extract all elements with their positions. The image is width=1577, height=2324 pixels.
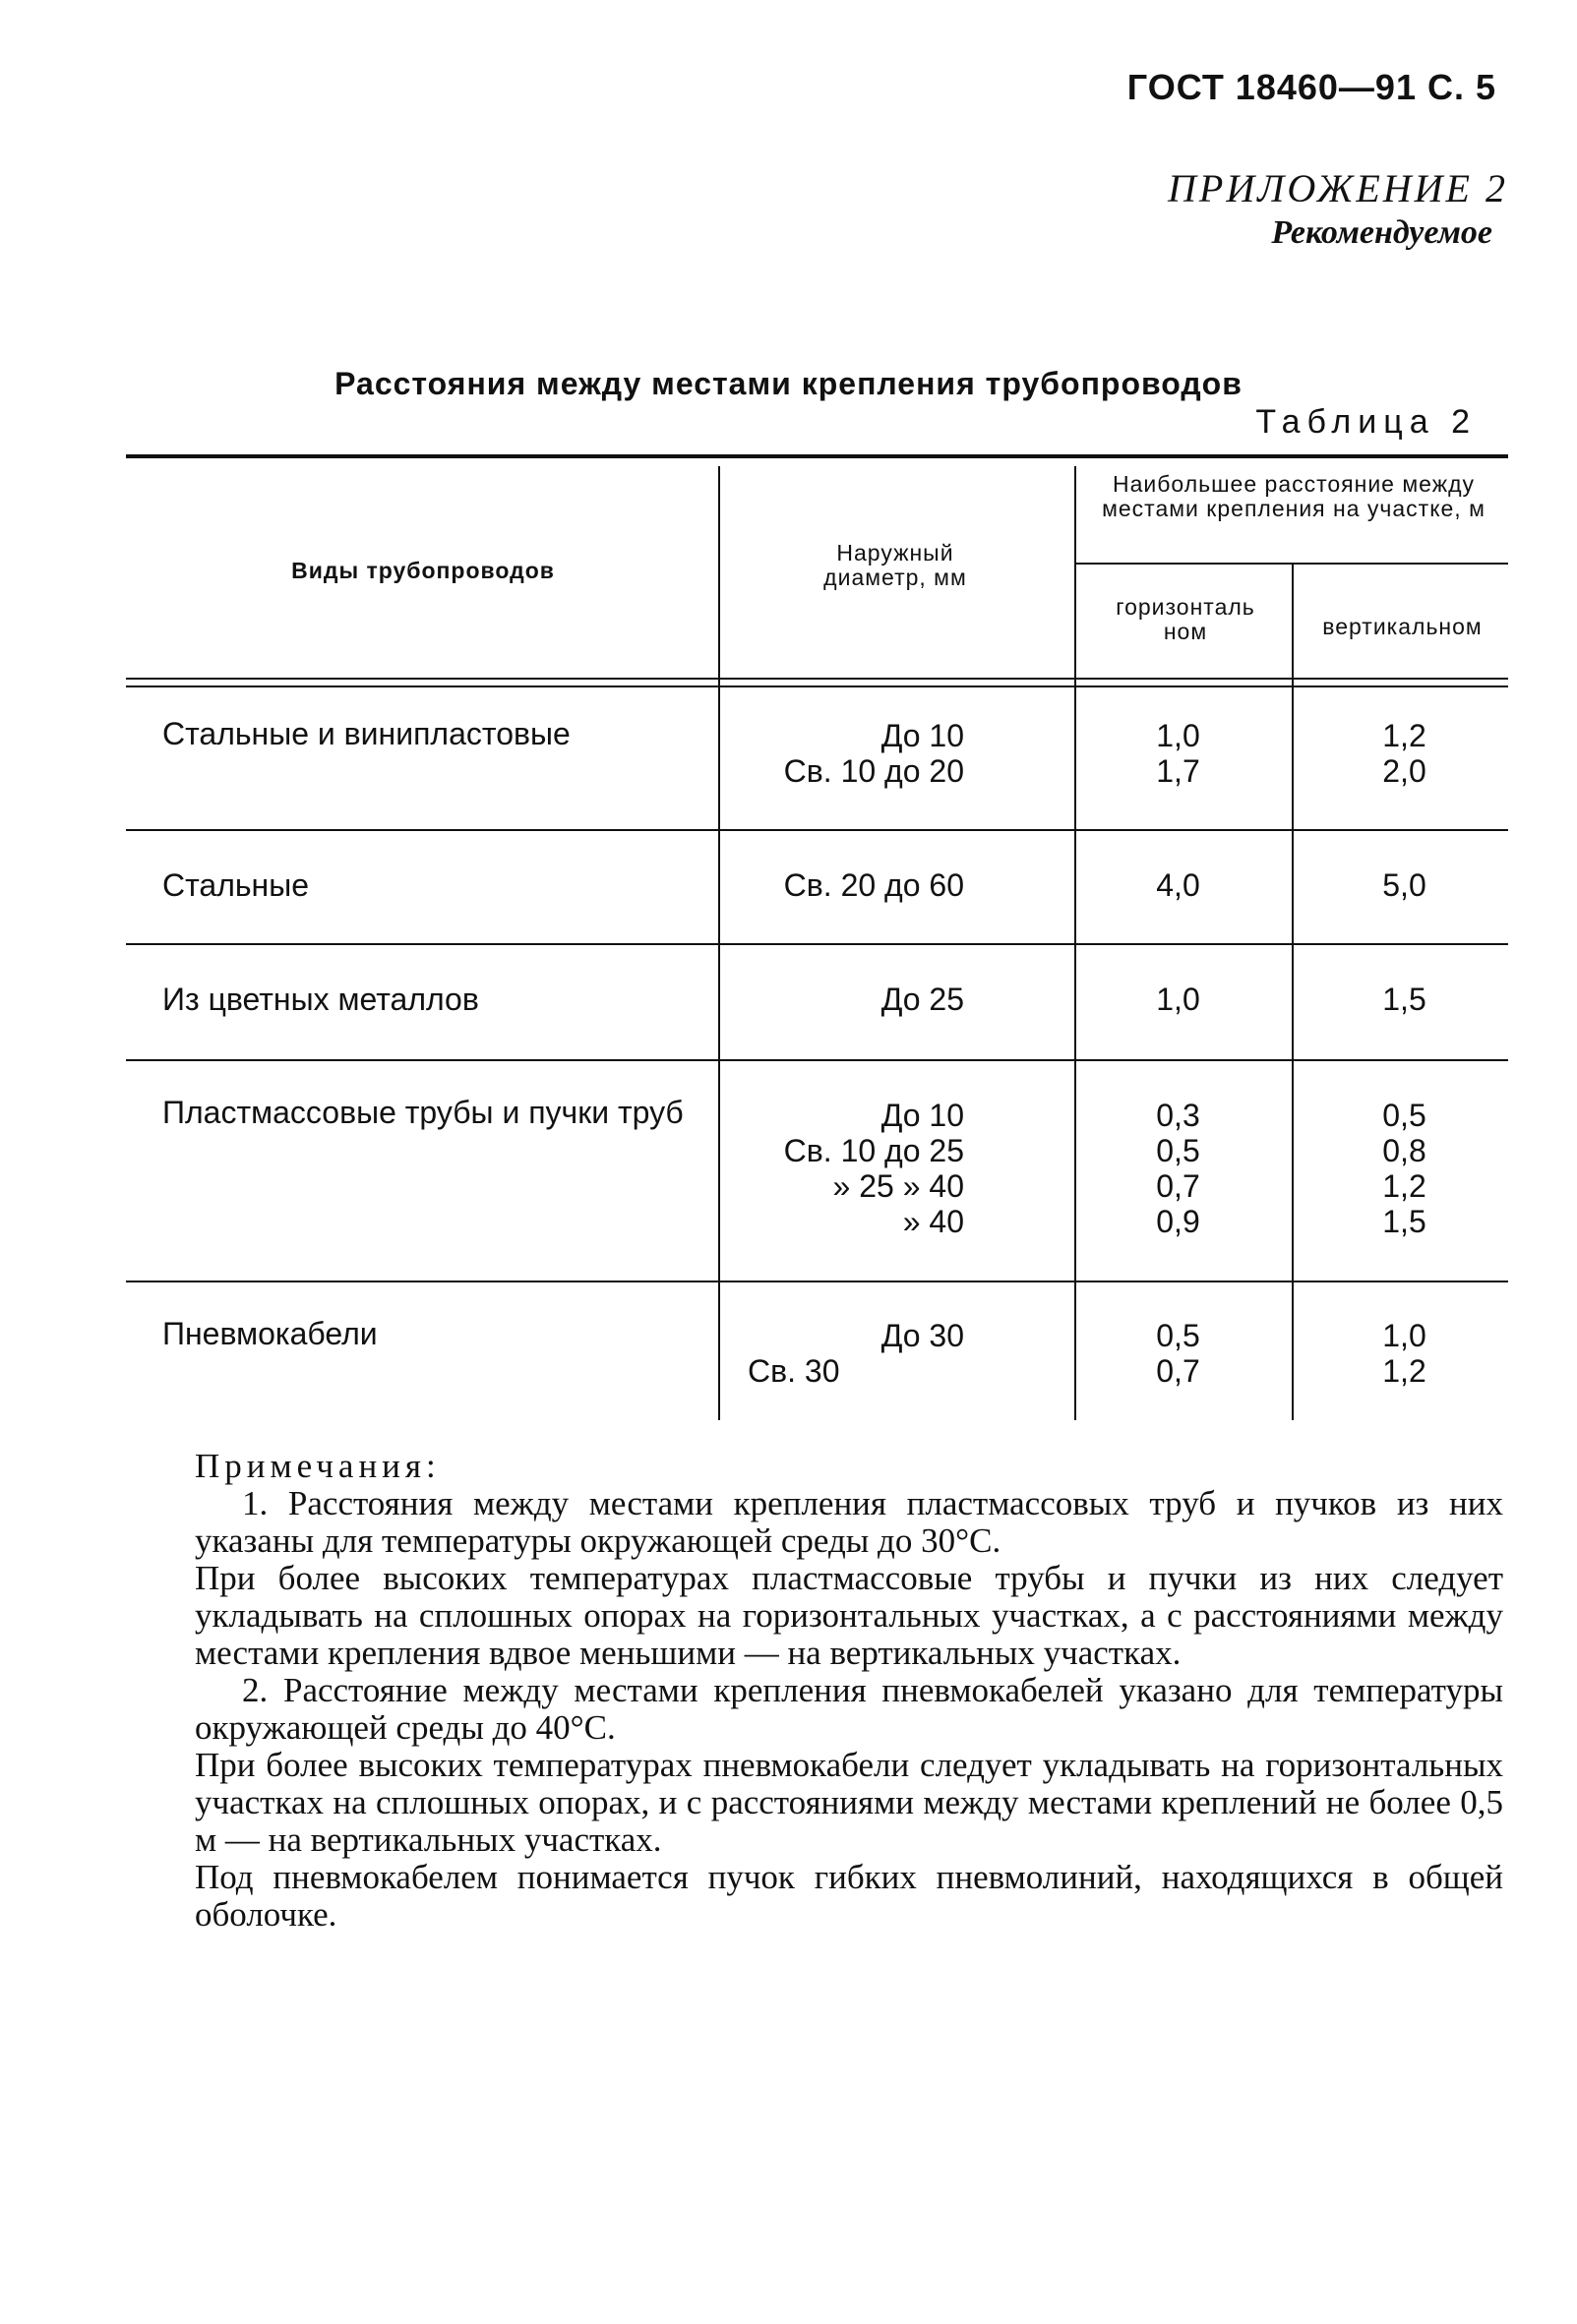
row-4-horizontal-2: 0,5 (1156, 1133, 1200, 1168)
row-3-horizontal (1092, 982, 1264, 1017)
row-2-diameter (728, 867, 964, 903)
row-4-diameter-4: » 40 (902, 1204, 964, 1239)
row-divider-1 (126, 829, 1508, 831)
row-4-vertical-2: 0,8 (1382, 1133, 1426, 1168)
row-2-horizontal-1: 4,0 (1156, 867, 1200, 903)
table-top-rule (126, 454, 1508, 458)
row-divider-3 (126, 1059, 1508, 1061)
note-1-continuation: При более высоких температурах пластмассовые трубы и пучки из них следует укладывать на сплошных опорах на горизонтальных участках, а с расстояниями между местами крепления вдвое меньшими — на вертикальных участках. (195, 1559, 1503, 1672)
row-5-diameter (728, 1318, 964, 1389)
row-1-vertical (1318, 718, 1490, 789)
row-1-horizontal (1092, 718, 1264, 789)
row-4-vertical-3: 1,2 (1382, 1168, 1426, 1204)
row-4-horizontal-1: 0,3 (1156, 1098, 1200, 1133)
row-1-horizontal-2: 1,7 (1156, 753, 1200, 789)
row-1-diameter (728, 718, 964, 789)
header-type: Виды трубопроводов (291, 558, 555, 583)
row-1-horizontal-1: 1,0 (1156, 718, 1200, 753)
row-4-horizontal-3: 0,7 (1156, 1168, 1200, 1204)
row-4-horizontal-4: 0,9 (1156, 1204, 1200, 1239)
table-number: Таблица 2 (1255, 403, 1477, 441)
header-bottom-rule-2 (126, 685, 1508, 687)
row-3-vertical (1318, 982, 1490, 1017)
row-4-diameter-3: » 25 » 40 (832, 1168, 964, 1204)
header-bottom-rule-1 (126, 678, 1508, 680)
row-1-diameter-1: До 10 (880, 718, 964, 753)
row-4-diameter (728, 1098, 964, 1239)
header-distance: Наибольшее расстояние между местами крепления на участке, м (1102, 471, 1486, 521)
appendix-status: Рекомендуемое (1271, 214, 1492, 251)
row-5-vertical (1318, 1318, 1490, 1389)
row-2-horizontal (1092, 867, 1264, 903)
row-4-diameter-1: До 10 (880, 1098, 964, 1133)
note-1: 1. Расстояния между местами крепления пластмассовых труб и пучков из них указаны для температуры окружающей среды до 30°С. (195, 1484, 1503, 1560)
row-5-vertical-1: 1,0 (1382, 1318, 1426, 1353)
row-3-horizontal-1: 1,0 (1156, 982, 1200, 1017)
row-2-diameter-1: Св. 20 до 60 (783, 867, 964, 903)
row-3-diameter-1: До 25 (880, 982, 964, 1017)
row-1-diameter-2: Св. 10 до 20 (783, 753, 964, 789)
note-2: 2. Расстояние между местами крепления пневмокабелей указано для температуры окружающей среды до 40°С. (195, 1671, 1503, 1747)
note-2-continuation: При более высоких температурах пневмокабели следует укладывать на горизонтальных участках на сплошных опорах, и с расстояниями между местами креплений не более 0,5 м — на вертикальных участках. (195, 1746, 1503, 1859)
row-3-vertical-1: 1,5 (1382, 982, 1426, 1017)
row-4-vertical (1318, 1098, 1490, 1239)
header-diameter: Наружный диаметр, мм (823, 540, 967, 590)
row-4-vertical-4: 1,5 (1382, 1204, 1426, 1239)
row-2-vertical-1: 5,0 (1382, 867, 1426, 903)
header-horizontal: горизонтальном (1116, 594, 1255, 644)
row-3-type: Из цветных металлов (162, 982, 479, 1017)
table-caption: Расстояния между местами крепления трубопроводов (334, 366, 1243, 401)
row-5-diameter-2: Св. 30 (748, 1353, 840, 1389)
note-definition: Под пневмокабелем понимается пучок гибких пневмолиний, находящихся в общей оболочке. (195, 1858, 1503, 1934)
notes-heading: Примечания: (195, 1447, 441, 1485)
row-4-horizontal (1092, 1098, 1264, 1239)
row-5-horizontal-1: 0,5 (1156, 1318, 1200, 1353)
notes-section (195, 1448, 1503, 1934)
row-3-diameter (728, 982, 964, 1017)
row-divider-4 (126, 1281, 1508, 1282)
row-5-horizontal (1092, 1318, 1264, 1389)
document-code: ГОСТ 18460—91 С. 5 (1126, 67, 1496, 107)
row-5-vertical-2: 1,2 (1382, 1353, 1426, 1389)
row-4-type: Пластмассовые трубы и пучки труб (162, 1095, 684, 1130)
column-divider-2 (1074, 466, 1076, 1420)
column-divider-1 (718, 466, 720, 1420)
row-2-vertical (1318, 867, 1490, 903)
row-4-vertical-1: 0,5 (1382, 1098, 1426, 1133)
row-2-type: Стальные (162, 867, 310, 903)
row-1-vertical-2: 2,0 (1382, 753, 1426, 789)
row-1-vertical-1: 1,2 (1382, 718, 1426, 753)
appendix-title: ПРИЛОЖЕНИЕ 2 (1168, 166, 1508, 210)
header-vertical: вертикальном (1322, 614, 1483, 639)
row-4-diameter-2: Св. 10 до 25 (783, 1133, 964, 1168)
row-1-type: Стальные и винипластовые (162, 716, 571, 751)
row-5-type: Пневмокабели (162, 1316, 378, 1351)
column-divider-3 (1292, 565, 1294, 1420)
row-divider-2 (126, 943, 1508, 945)
row-5-diameter-1: До 30 (880, 1318, 964, 1353)
row-5-horizontal-2: 0,7 (1156, 1353, 1200, 1389)
